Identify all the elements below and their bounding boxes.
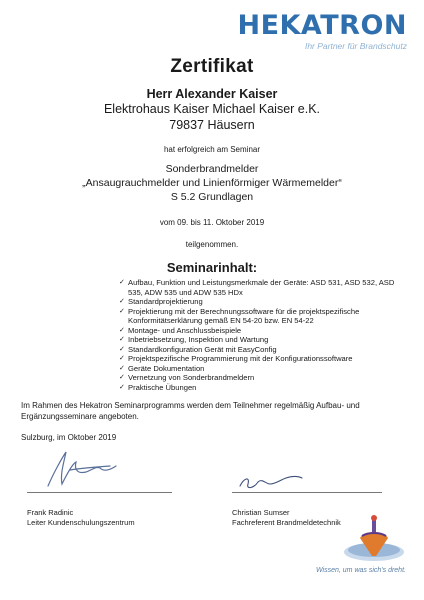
- signatory-right-name: Christian Sumser: [232, 508, 290, 517]
- logo-wordmark: HEKATRON: [237, 10, 407, 41]
- signatory-right: [232, 508, 341, 527]
- intro-text: hat erfolgreich am Seminar: [163, 145, 261, 154]
- list-item: ✓ Standardprojektierung: [119, 297, 409, 307]
- logo-tagline: Ihr Partner für Brandschutz: [304, 41, 407, 51]
- signatory-left-role: Leiter Kundenschulungszentrum: [27, 517, 135, 527]
- list-item: ✓ Montage- und Anschlussbeispiele: [119, 326, 409, 336]
- signature-line-right: [232, 492, 382, 493]
- seminar-dates: vom 09. bis 11. Oktober 2019: [159, 218, 265, 227]
- recipient-address: 79837 Häusern: [169, 118, 255, 132]
- content-heading: Seminarinhalt:: [166, 260, 258, 275]
- list-item: ✓ Standardkonfiguration Gerät mit EasyConfig: [119, 345, 409, 355]
- place-date: Sulzburg, im Oktober 2019: [21, 433, 117, 442]
- list-item: ✓ Projektierung mit der Berechnungssoftware für die projektspezifische Konformitätserklärung gemäß EN 54-20 bzw. EN 54-22: [119, 307, 409, 326]
- signatory-left: [27, 508, 135, 527]
- program-paragraph: Im Rahmen des Hekatron Seminarprogramms werden dem Teilnehmer regelmäßig Aufbau- und Ergänzungsseminare angeboten.: [21, 401, 360, 421]
- seminar-line-1: Sonderbrandmelder: [165, 163, 259, 175]
- seminar-line-3: S 5.2 Grundlagen: [170, 191, 254, 203]
- recipient-company: Elektrohaus Kaiser Michael Kaiser e.K.: [103, 102, 321, 116]
- certificate-title: Zertifikat: [170, 56, 254, 77]
- list-item: ✓ Praktische Übungen: [119, 383, 409, 393]
- list-item: ✓ Geräte Dokumentation: [119, 364, 409, 374]
- slogan: Wissen, um was sich's dreht.: [316, 567, 406, 574]
- list-item: ✓ Projektspezifische Programmierung mit der Konfigurationssoftware: [119, 354, 409, 364]
- signatory-left-name: Frank Radinic: [27, 508, 74, 517]
- signature-left: [40, 448, 150, 492]
- spinning-top-illustration: [338, 512, 410, 566]
- signatory-right-role: Fachreferent Brandmeldetechnik: [232, 517, 341, 527]
- seminar-line-2: „Ansaugrauchmelder und Linienförmiger Wärmemelder“: [82, 177, 342, 189]
- signature-right: [236, 470, 306, 494]
- list-item: ✓ Aufbau, Funktion und Leistungsmerkmale der Geräte: ASD 531, ASD 532, ASD 535, ADW 535 und ADW 535 HDx: [119, 278, 409, 297]
- list-item: ✓ Vernetzung von Sonderbrandmeldern: [119, 373, 409, 383]
- signature-line-left: [27, 492, 172, 493]
- content-list: [119, 278, 409, 392]
- hekatron-logo: [237, 12, 407, 51]
- participated-text: teilgenommen.: [185, 240, 239, 249]
- recipient-name: Herr Alexander Kaiser: [146, 87, 278, 101]
- list-item: ✓ Inbetriebsetzung, Inspektion und Wartung: [119, 335, 409, 345]
